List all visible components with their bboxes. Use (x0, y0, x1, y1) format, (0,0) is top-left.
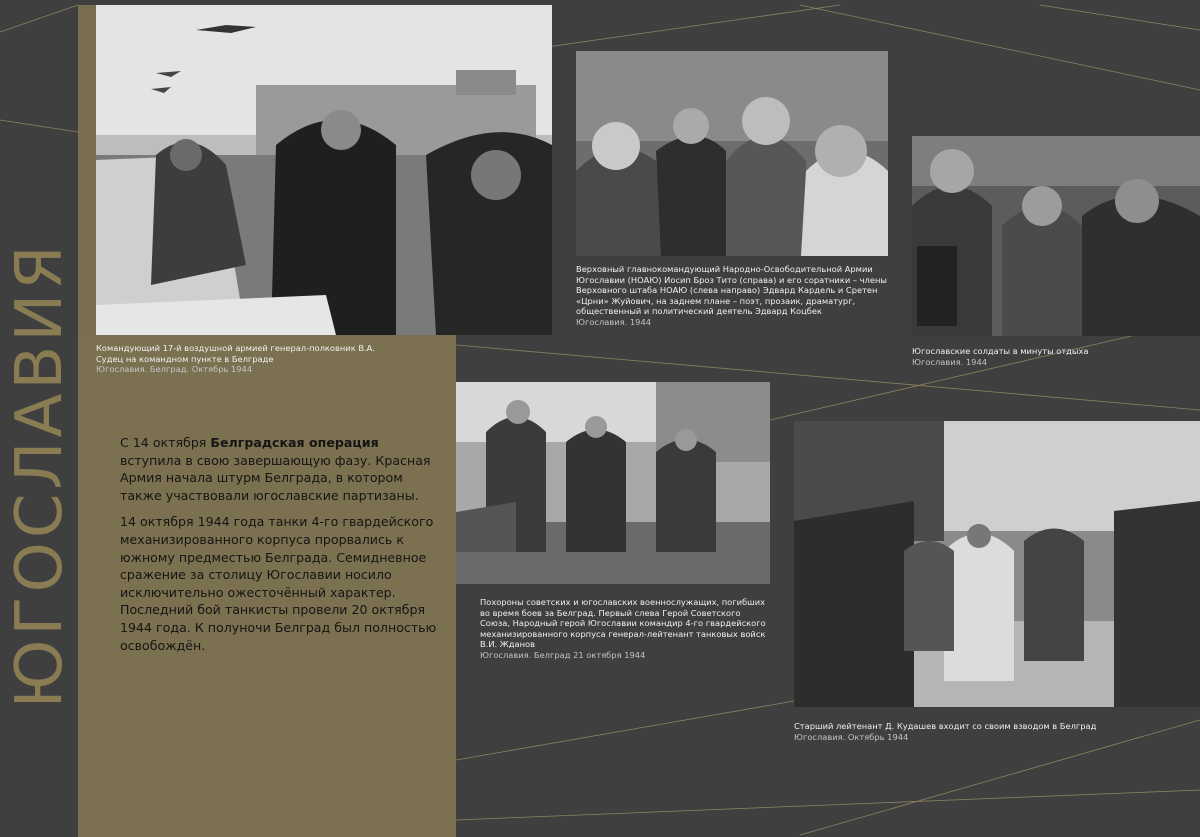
photo-belgrade-entry (794, 421, 1200, 707)
photo-soldiers-rest (912, 136, 1200, 336)
caption-place: Югославия. 1944 (912, 356, 988, 367)
caption-text: Похороны советских и югославских военнослужащих, погибших во время боев за Белград. Первый слева Герой Советского Союза, Народный герой Югославии командир 4-го гвардейского механизированного корпуса генерал-лейтенант танковых войск В.И. Жданов (480, 597, 766, 650)
paragraph-2: 14 октября 1944 года танки 4-го гвардейского механизированного корпуса прорвались к южному предместью Белграда. Семидневное сражение за столицу Югославии носило исключительно ожесточённый характер. Последний бой танкисты провели 20 октября 1944 года. К полуночи Белград был полностью освобождён. (120, 514, 437, 653)
photo-funeral (456, 382, 770, 584)
caption-text: Старший лейтенант Д. Кудашев входит со своим взводом в Белград (794, 721, 1097, 731)
photo-command-post (96, 5, 552, 335)
caption-tito (576, 264, 896, 328)
caption-command-post (96, 343, 396, 375)
article-text (120, 434, 440, 663)
caption-place: Югославия. Белград. Октябрь 1944 (96, 364, 253, 375)
vertical-title: ЮГОСЛАВИЯ (3, 241, 77, 709)
caption-text: Верховный главнокомандующий Народно-Освободительной Армии Югославии (НОАЮ) Иосип Броз Тито (справа) и его соратники – члены Верховного штаба НОАЮ (слева направо) Эдвард Кардель и Сретен «Црни» Жуйович, на заднем плане – поэт, прозаик, драматург, общественный и политический деятель Эдвард Коцбек (576, 264, 887, 317)
photo-tito (576, 51, 888, 256)
paragraph-1: С 14 октября Белградская операция вступила в свою завершающую фазу. Красная Армия начала штурм Белграда, в котором также участвовали югославские партизаны. (120, 435, 431, 503)
caption-soldiers-rest (912, 346, 1192, 367)
caption-belgrade-entry (794, 721, 1154, 742)
caption-text: Югославские солдаты в минуты отдыха (912, 346, 1089, 356)
caption-place: Югославия. 1944 (576, 316, 652, 327)
caption-place: Югославия. Белград 21 октября 1944 (480, 649, 646, 660)
bold-operation: Белградская операция (210, 435, 379, 450)
caption-place: Югославия. Октябрь 1944 (794, 731, 909, 742)
caption-text: Командующий 17-й воздушной армией генерал-полковник В.А. Судец на командном пункте в Белграде (96, 343, 375, 364)
caption-funeral (480, 597, 770, 661)
